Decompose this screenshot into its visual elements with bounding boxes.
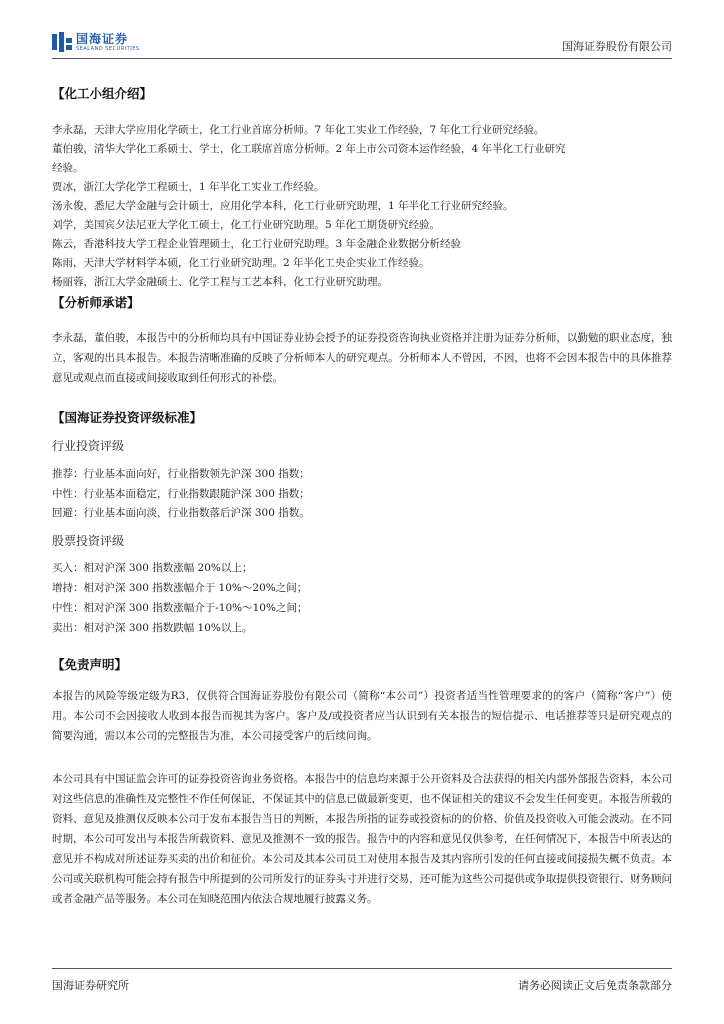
team-member-line: 刘学，美国宾夕法尼亚大学化工硕士，化工行业研究助理。5 年化工期货研究经验。 bbox=[52, 219, 441, 231]
team-member-line: 贾冰，浙江大学化学工程硕士，1 年半化工实业工作经验。 bbox=[52, 181, 325, 193]
stock-rating-line: 中性：相对沪深 300 指数涨幅介于-10%～10%之间； bbox=[52, 602, 308, 614]
stock-rating-line: 卖出：相对沪深 300 指数跌幅 10%以上。 bbox=[52, 622, 253, 634]
industry-rating-title: 行业投资评级 bbox=[52, 439, 125, 453]
header-company-name: 国海证券股份有限公司 bbox=[562, 40, 672, 53]
team-member-line: 经验。 bbox=[52, 162, 84, 174]
commitment-section-title: 【分析师承诺】 bbox=[52, 295, 140, 310]
page-footer bbox=[52, 968, 672, 992]
team-member-line: 汤永俊，悉尼大学金融与会计硕士，应用化学本科，化工行业研究助理，1 年半化工行业研究经验。 bbox=[52, 200, 514, 212]
stock-rating-line: 增持：相对沪深 300 指数涨幅介于 10%～20%之间； bbox=[52, 582, 308, 594]
industry-rating-line: 推荐：行业基本面向好，行业指数领先沪深 300 指数； bbox=[52, 468, 310, 480]
logo-name-cn: 国海证券 bbox=[76, 31, 129, 46]
footer-institute: 国海证券研究所 bbox=[52, 979, 129, 992]
page-header bbox=[52, 30, 672, 59]
industry-rating-line: 回避：行业基本面向淡，行业指数落后沪深 300 指数。 bbox=[52, 507, 310, 519]
commitment-text: 李永磊，董伯骏，本报告中的分析师均具有中国证券业协会授予的证券投资咨询执业资格并注册为证券分析师，以勤勉的职业态度，独立，客观的出具本报告。本报告清晰准确的反映了分析师本人的研究观点。分析师本人不曾因，不因，也将不会因本报告中的具体推荐意见或观点而直接或间接收取到任何形式的补偿。 bbox=[52, 332, 672, 384]
team-section-title: 【化工小组介绍】 bbox=[52, 86, 153, 101]
industry-rating-line: 中性：行业基本面稳定，行业指数跟随沪深 300 指数； bbox=[52, 488, 310, 500]
disclaimer-paragraph: 本报告的风险等级定级为R3，仅供符合国海证券股份有限公司（简称“本公司”）投资者适当性管理要求的的客户（简称“客户”）使用。本公司不会因接收人收到本报告而视其为客户。客户及/或投资者应当认识到有关本报告的短信提示、电话推荐等只是研究观点的简要沟通，需以本公司的完整报告为准，本公司接受客户的后续问询。 bbox=[52, 690, 672, 742]
footer-notice: 请务必阅读正文后免责条款部分 bbox=[518, 979, 672, 992]
disclaimer-section-title: 【免责声明】 bbox=[52, 657, 128, 672]
stock-rating-line: 买入：相对沪深 300 指数涨幅 20%以上； bbox=[52, 562, 253, 574]
sealand-logo-icon bbox=[52, 32, 72, 52]
rating-section-title: 【国海证券投资评级标准】 bbox=[52, 410, 203, 425]
team-member-line: 杨丽蓉，浙江大学金融硕士、化学工程与工艺本科，化工行业研究助理。 bbox=[52, 276, 388, 288]
sealand-logo bbox=[52, 32, 140, 52]
team-member-line: 李永磊，天津大学应用化学硕士，化工行业首席分析师。7 年化工实业工作经验，7 年化工行业研究经验。 bbox=[52, 124, 545, 136]
disclaimer-paragraph: 本公司具有中国证监会许可的证券投资咨询业务资格。本报告中的信息均来源于公开资料及合法获得的相关内部外部报告资料，本公司对这些信息的准确性及完整性不作任何保证，不保证其中的信息已做最新变更，也不保证相关的建议不会发生任何变更。本报告所载的资料、意见及推测仅反映本公司于发布本报告当日的判断，本报告所指的证券或投资标的的价格、价值及投资收入可能会波动。在不同时期，本公司可发出与本报告所载资料、意见及推测不一致的报告。报告中的内容和意见仅供参考，在任何情况下，本报告中所表达的意见并不构成对所述证券买卖的出价和征价。本公司及其本公司员工对使用本报告及其内容所引发的任何直接或间接损失概不负责。本公司或关联机构可能会持有报告中所提到的公司所发行的证券头寸并进行交易，还可能为这些公司提供或争取提供投资银行、财务顾问或者金融产品等服务。本公司在知晓范围内依法合规地履行披露义务。 bbox=[52, 773, 672, 905]
team-member-line: 陈云，香港科技大学工程企业管理硕士，化工行业研究助理。3 年金融企业数据分析经验 bbox=[52, 238, 462, 250]
logo-name-en: SEALAND SECURITIES bbox=[76, 45, 140, 52]
stock-rating-title: 股票投资评级 bbox=[52, 534, 125, 548]
team-member-line: 董伯骏，清华大学化工系硕士、学士，化工联席首席分析师。2 年上市公司资本运作经验，4 年半化工行业研究 bbox=[52, 143, 566, 155]
team-member-line: 陈雨，天津大学材料学本硕，化工行业研究助理。2 年半化工央企实业工作经验。 bbox=[52, 257, 430, 269]
